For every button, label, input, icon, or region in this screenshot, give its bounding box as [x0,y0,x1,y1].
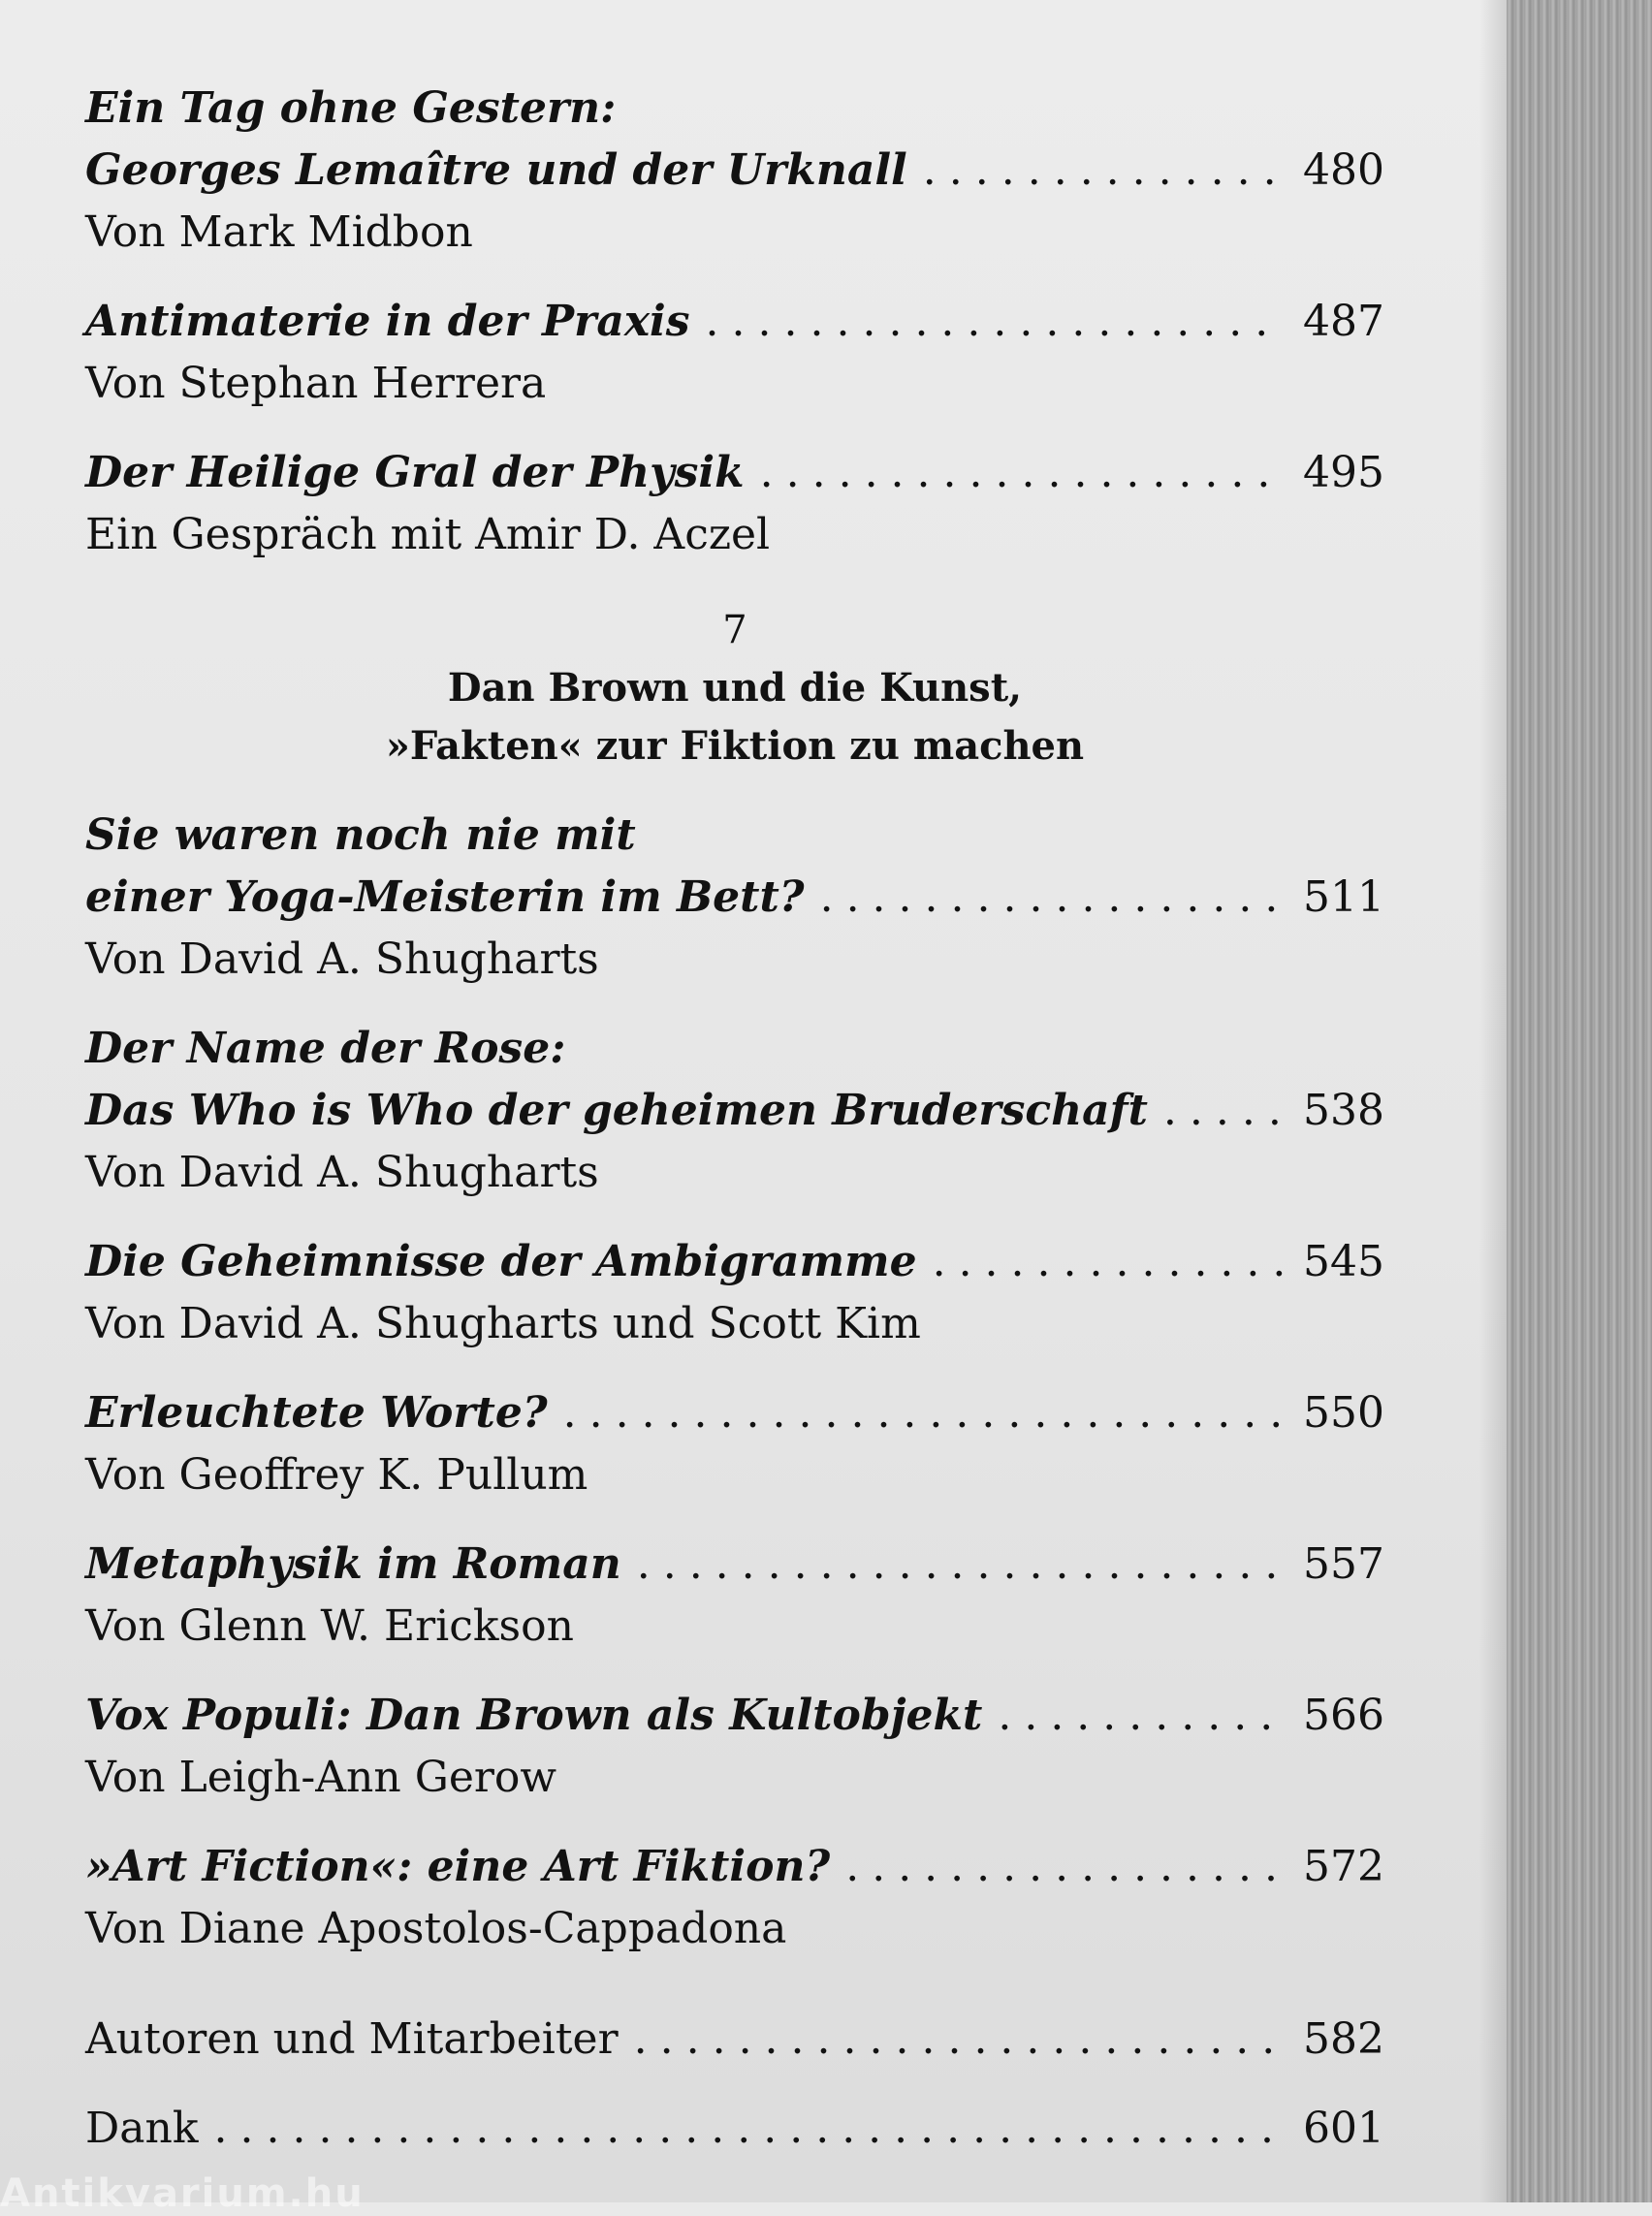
entry-title-line: Der Name der Rose: [85,1024,566,1073]
toc-entry-art-fiction [85,1836,1384,1960]
toc-entry-yoga [85,805,1384,991]
entry-author: Von David A. Shugharts und Scott Kim [85,1299,921,1348]
entry-page-number: 487 [1303,297,1384,346]
dot-leader [998,1685,1284,1747]
entry-title: Vox Populi: Dan Brown als Kultobjekt [85,1691,983,1740]
entry-title-line: Sie waren noch nie mit [85,810,636,860]
toc-entry-lemaitre [85,78,1384,264]
dot-leader [923,140,1284,202]
dot-leader [933,1231,1284,1293]
dot-leader [637,1534,1284,1596]
entry-page-number: 572 [1303,1842,1384,1891]
toc-entry-dank [85,2098,1384,2160]
spacer [85,1987,1384,2009]
entry-title: Metaphysik im Roman [85,1539,621,1589]
entry-title-row [85,2009,1384,2071]
toc-entry-gral [85,442,1384,566]
dot-leader [563,1382,1284,1444]
entry-author: Von David A. Shugharts [85,1148,599,1197]
entry-author: Ein Gespräch mit Amir D. Aczel [85,510,771,559]
toc-entry-antimaterie [85,291,1384,415]
entry-title: Antimaterie in der Praxis [85,297,690,346]
entry-title: Die Geheimnisse der Ambigramme [85,1237,917,1286]
entry-title: Georges Lemaître und der Urknall [85,145,907,195]
entry-title-row [85,1685,1384,1747]
entry-title: »Art Fiction«: eine Art Fiktion? [85,1842,831,1891]
toc-entry-rose [85,1018,1384,1204]
toc-entry-ambigramme [85,1231,1384,1355]
entry-title-row [85,1836,1384,1898]
table-of-contents [85,78,1384,2187]
entry-author: Von Glenn W. Erickson [85,1601,574,1651]
entry-page-number: 557 [1303,1539,1384,1589]
entry-title: Der Heilige Gral der Physik [85,448,745,497]
entry-author: Von Mark Midbon [85,207,473,257]
entry-page-number: 582 [1303,2014,1384,2064]
chapter-title-line-2: »Fakten« zur Fiktion zu machen [385,723,1085,769]
entry-page-number: 545 [1303,1237,1384,1286]
entry-author: Von Stephan Herrera [85,359,547,408]
entry-author: Von David A. Shugharts [85,934,599,984]
entry-author: Von Geoffrey K. Pullum [85,1450,588,1500]
entry-author: Von Diane Apostolos-Cappadona [85,1904,787,1953]
entry-title-row [85,1382,1384,1444]
dot-leader [820,867,1284,929]
dot-leader [845,1836,1284,1898]
chapter-title-line-1: Dan Brown und die Kunst, [447,665,1023,711]
entry-title-row [85,442,1384,504]
chapter-number: 7 [722,608,747,652]
entry-page-number: 480 [1303,145,1384,195]
toc-entry-autoren [85,2009,1384,2071]
book-edge [1507,0,1652,2202]
entry-title-row [85,867,1384,929]
entry-author: Von Leigh-Ann Gerow [85,1753,557,1802]
watermark: Antikvarium.hu [0,2171,365,2216]
entry-page-number: 495 [1303,448,1384,497]
entry-title-row [85,1231,1384,1293]
entry-title: Autoren und Mitarbeiter [85,2014,619,2064]
entry-title: einer Yoga-Meisterin im Bett? [85,872,805,922]
dot-leader [760,442,1284,504]
page-edge-shadow [1479,0,1507,2202]
toc-entry-metaphysik [85,1534,1384,1658]
entry-page-number: 538 [1303,1086,1384,1135]
entry-page-number: 511 [1303,872,1384,922]
entry-title-row [85,1080,1384,1142]
entry-title-row [85,2098,1384,2160]
entry-title: Das Who is Who der geheimen Bruderschaft [85,1086,1148,1135]
entry-title-row [85,1534,1384,1596]
entry-title-row [85,291,1384,353]
entry-page-number: 550 [1303,1388,1384,1438]
dot-leader [634,2009,1284,2071]
dot-leader [1163,1080,1284,1142]
entry-title: Dank [85,2104,199,2153]
entry-title-row [85,140,1384,202]
toc-entry-vox-populi [85,1685,1384,1809]
dot-leader [706,291,1284,353]
toc-entry-worte [85,1382,1384,1506]
entry-page-number: 566 [1303,1691,1384,1740]
entry-title: Erleuchtete Worte? [85,1388,548,1438]
chapter-heading [85,601,1384,776]
entry-title-line: Ein Tag ohne Gestern: [85,83,617,133]
dot-leader [214,2098,1284,2160]
entry-page-number: 601 [1303,2104,1384,2153]
